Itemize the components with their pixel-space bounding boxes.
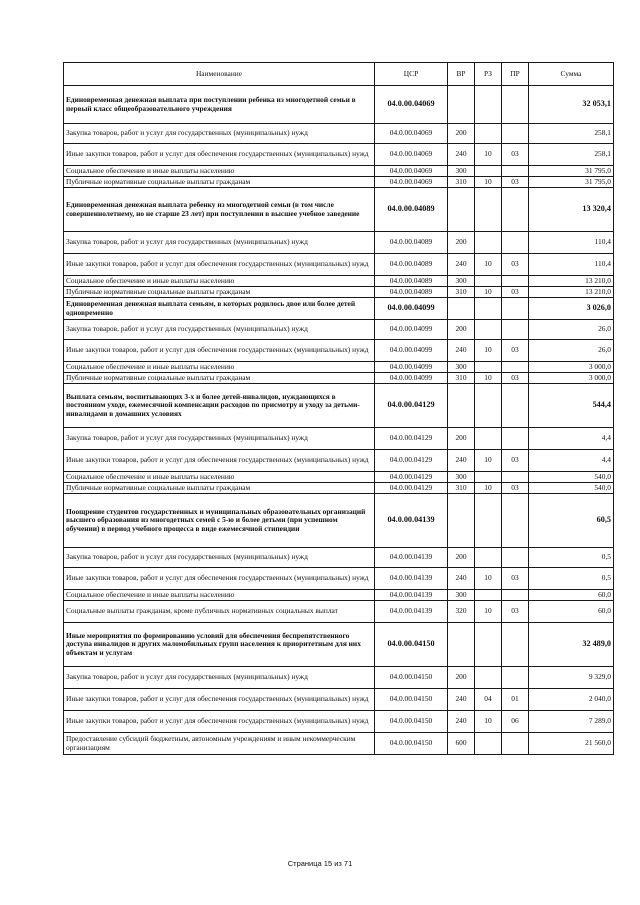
table-cell-pr: 03 bbox=[502, 287, 529, 298]
table-row-program bbox=[64, 384, 614, 428]
table-cell-vr: 200 bbox=[448, 232, 475, 254]
table-cell-sum: 60,0 bbox=[529, 590, 614, 601]
table-cell-pr: 03 bbox=[502, 177, 529, 188]
table-cell-name: Публичные нормативные социальные выплаты гражданам bbox=[64, 373, 375, 384]
header-csr: ЦСР bbox=[375, 63, 448, 86]
table-row bbox=[64, 276, 614, 287]
table-row bbox=[64, 548, 614, 568]
table-cell-rz bbox=[475, 428, 502, 450]
table-cell-name: Закупка товаров, работ и услуг для государственных (муниципальных) нужд bbox=[64, 428, 375, 450]
table-cell-csr: 04.0.00.04089 bbox=[375, 188, 448, 232]
table-cell-rz bbox=[475, 124, 502, 144]
table-cell-name: Публичные нормативные социальные выплаты гражданам bbox=[64, 483, 375, 494]
table-cell-rz: 10 bbox=[475, 483, 502, 494]
table-row bbox=[64, 287, 614, 298]
table-cell-csr: 04.0.00.04099 bbox=[375, 373, 448, 384]
table-cell-pr: 03 bbox=[502, 144, 529, 166]
table-cell-sum: 31 795,0 bbox=[529, 166, 614, 177]
table-cell-csr: 04.0.00.04099 bbox=[375, 298, 448, 320]
table-header-row bbox=[64, 63, 614, 86]
table-cell-csr: 04.0.00.04139 bbox=[375, 494, 448, 548]
table-cell-name: Социальные выплаты гражданам, кроме публичных нормативных социальных выплат bbox=[64, 601, 375, 623]
table-cell-pr: 03 bbox=[502, 483, 529, 494]
table-row bbox=[64, 711, 614, 733]
table-row bbox=[64, 590, 614, 601]
table-cell-pr bbox=[502, 428, 529, 450]
table-cell-name: Поощрение студентов государственных и муниципальных образовательных организаций высшего образования из многодетных семей с 5-ю и более детьми (при успешном обучении) в период учебного процесса в виде ежемесячной стипендии bbox=[64, 494, 375, 548]
table-cell-sum: 60,5 bbox=[529, 494, 614, 548]
table-cell-rz bbox=[475, 320, 502, 340]
table-cell-name: Иные закупки товаров, работ и услуг для обеспечения государственных (муниципальных) нужд bbox=[64, 144, 375, 166]
table-row-program bbox=[64, 623, 614, 667]
table-cell-sum: 60,0 bbox=[529, 601, 614, 623]
table-cell-name: Публичные нормативные социальные выплаты гражданам bbox=[64, 287, 375, 298]
table-cell-sum: 110,4 bbox=[529, 254, 614, 276]
table-cell-rz: 10 bbox=[475, 450, 502, 472]
table-cell-csr: 04.0.00.04089 bbox=[375, 232, 448, 254]
table-cell-vr: 320 bbox=[448, 601, 475, 623]
table-cell-vr: 240 bbox=[448, 450, 475, 472]
table-cell-name: Иные закупки товаров, работ и услуг для обеспечения государственных (муниципальных) нужд bbox=[64, 711, 375, 733]
header-pr: ПР bbox=[502, 63, 529, 86]
table-cell-rz: 10 bbox=[475, 177, 502, 188]
table-row bbox=[64, 428, 614, 450]
table-cell-name: Закупка товаров, работ и услуг для государственных (муниципальных) нужд bbox=[64, 548, 375, 568]
table-cell-name: Иные закупки товаров, работ и услуг для обеспечения государственных (муниципальных) нужд bbox=[64, 568, 375, 590]
table-cell-vr bbox=[448, 298, 475, 320]
table-cell-vr: 200 bbox=[448, 124, 475, 144]
table-cell-csr: 04.0.00.04129 bbox=[375, 384, 448, 428]
table-cell-pr bbox=[502, 384, 529, 428]
table-cell-name: Единовременная денежная выплата при поступлении ребенка из многодетной семьи в первый класс общеобразовательного учреждения bbox=[64, 86, 375, 124]
table-cell-rz bbox=[475, 733, 502, 755]
table-cell-csr: 04.0.00.04139 bbox=[375, 548, 448, 568]
table-cell-csr: 04.0.00.04129 bbox=[375, 450, 448, 472]
table-cell-name: Иные закупки товаров, работ и услуг для обеспечения государственных (муниципальных) нужд bbox=[64, 450, 375, 472]
table-cell-sum: 110,4 bbox=[529, 232, 614, 254]
table-cell-sum: 3 000,0 bbox=[529, 373, 614, 384]
table-cell-name: Закупка товаров, работ и услуг для государственных (муниципальных) нужд bbox=[64, 124, 375, 144]
table-cell-csr: 04.0.00.04099 bbox=[375, 362, 448, 373]
table-cell-pr: 03 bbox=[502, 601, 529, 623]
table-cell-rz bbox=[475, 590, 502, 601]
table-cell-pr: 03 bbox=[502, 450, 529, 472]
table-cell-sum: 3 000,0 bbox=[529, 362, 614, 373]
table-cell-vr: 240 bbox=[448, 254, 475, 276]
table-cell-csr: 04.0.00.04129 bbox=[375, 428, 448, 450]
table-cell-csr: 04.0.00.04150 bbox=[375, 689, 448, 711]
table-cell-rz bbox=[475, 548, 502, 568]
table-cell-sum: 26,0 bbox=[529, 340, 614, 362]
table-cell-vr: 240 bbox=[448, 689, 475, 711]
table-cell-rz bbox=[475, 362, 502, 373]
table-row bbox=[64, 166, 614, 177]
table-cell-rz bbox=[475, 667, 502, 689]
table-cell-vr: 240 bbox=[448, 144, 475, 166]
table-cell-pr bbox=[502, 590, 529, 601]
table-row bbox=[64, 254, 614, 276]
table-cell-rz bbox=[475, 232, 502, 254]
table-cell-rz: 10 bbox=[475, 601, 502, 623]
table-cell-rz bbox=[475, 86, 502, 124]
table-cell-vr bbox=[448, 623, 475, 667]
table-cell-rz bbox=[475, 494, 502, 548]
table-cell-csr: 04.0.00.04099 bbox=[375, 340, 448, 362]
table-cell-name: Иные закупки товаров, работ и услуг для обеспечения государственных (муниципальных) нужд bbox=[64, 340, 375, 362]
table-row-program bbox=[64, 494, 614, 548]
table-cell-sum: 26,0 bbox=[529, 320, 614, 340]
page-number: Страница 15 из 71 bbox=[287, 859, 353, 868]
table-cell-vr: 200 bbox=[448, 428, 475, 450]
table-cell-pr bbox=[502, 298, 529, 320]
table-cell-csr: 04.0.00.04150 bbox=[375, 667, 448, 689]
table-cell-name: Закупка товаров, работ и услуг для государственных (муниципальных) нужд bbox=[64, 667, 375, 689]
table-row bbox=[64, 373, 614, 384]
table-cell-name: Единовременная денежная выплата семьям, в которых родилось двое или более детей одновременно bbox=[64, 298, 375, 320]
table-cell-vr: 310 bbox=[448, 287, 475, 298]
table-cell-sum: 0,5 bbox=[529, 548, 614, 568]
table-row bbox=[64, 483, 614, 494]
table-cell-csr: 04.0.00.04150 bbox=[375, 711, 448, 733]
header-vr: ВР bbox=[448, 63, 475, 86]
table-cell-sum: 2 040,0 bbox=[529, 689, 614, 711]
table-cell-pr bbox=[502, 548, 529, 568]
table-cell-csr: 04.0.00.04139 bbox=[375, 568, 448, 590]
table-cell-name: Социальное обеспечение и иные выплаты населению bbox=[64, 362, 375, 373]
table-row bbox=[64, 232, 614, 254]
table-cell-csr: 04.0.00.04069 bbox=[375, 144, 448, 166]
table-cell-vr: 200 bbox=[448, 320, 475, 340]
table-cell-pr: 01 bbox=[502, 689, 529, 711]
table-cell-vr: 300 bbox=[448, 590, 475, 601]
table-cell-pr bbox=[502, 166, 529, 177]
table-cell-name: Публичные нормативные социальные выплаты гражданам bbox=[64, 177, 375, 188]
table-cell-csr: 04.0.00.04089 bbox=[375, 287, 448, 298]
table-cell-pr bbox=[502, 124, 529, 144]
table-cell-pr: 03 bbox=[502, 568, 529, 590]
table-cell-name: Социальное обеспечение и иные выплаты населению bbox=[64, 166, 375, 177]
table-cell-pr bbox=[502, 494, 529, 548]
table-cell-vr: 240 bbox=[448, 711, 475, 733]
table-cell-sum: 13 320,4 bbox=[529, 188, 614, 232]
table-cell-sum: 0,5 bbox=[529, 568, 614, 590]
table-cell-sum: 32 053,1 bbox=[529, 86, 614, 124]
table-row bbox=[64, 601, 614, 623]
table-cell-vr: 300 bbox=[448, 276, 475, 287]
table-row-program bbox=[64, 298, 614, 320]
table-row bbox=[64, 320, 614, 340]
table-cell-csr: 04.0.00.04089 bbox=[375, 276, 448, 287]
table-row bbox=[64, 472, 614, 483]
table-cell-sum: 21 560,0 bbox=[529, 733, 614, 755]
table-cell-pr bbox=[502, 86, 529, 124]
table-cell-rz: 10 bbox=[475, 144, 502, 166]
table-row bbox=[64, 340, 614, 362]
table-cell-sum: 31 795,0 bbox=[529, 177, 614, 188]
header-sum: Сумма bbox=[529, 63, 614, 86]
table-cell-rz: 10 bbox=[475, 711, 502, 733]
table-cell-pr: 03 bbox=[502, 373, 529, 384]
table-row bbox=[64, 177, 614, 188]
table-cell-vr: 310 bbox=[448, 177, 475, 188]
table-cell-sum: 258,1 bbox=[529, 144, 614, 166]
table-cell-pr bbox=[502, 623, 529, 667]
table-body bbox=[64, 86, 614, 755]
table-cell-sum: 540,0 bbox=[529, 483, 614, 494]
table-cell-csr: 04.0.00.04150 bbox=[375, 623, 448, 667]
table-row bbox=[64, 689, 614, 711]
table-cell-pr: 03 bbox=[502, 340, 529, 362]
table-cell-rz bbox=[475, 384, 502, 428]
table-cell-name: Иные мероприятия по формированию условий для обеспечения беспрепятственного доступа инвалидов и других маломобильных групп населения к приоритетным для них объектам и услугам bbox=[64, 623, 375, 667]
table-cell-rz: 10 bbox=[475, 373, 502, 384]
table-cell-csr: 04.0.00.04069 bbox=[375, 166, 448, 177]
table-row-program bbox=[64, 86, 614, 124]
table-cell-pr bbox=[502, 320, 529, 340]
table-cell-name: Закупка товаров, работ и услуг для государственных (муниципальных) нужд bbox=[64, 232, 375, 254]
table-cell-csr: 04.0.00.04069 bbox=[375, 124, 448, 144]
table-row bbox=[64, 568, 614, 590]
table-cell-rz bbox=[475, 166, 502, 177]
table-cell-csr: 04.0.00.04129 bbox=[375, 483, 448, 494]
table-cell-vr: 240 bbox=[448, 340, 475, 362]
table-cell-name: Иные закупки товаров, работ и услуг для обеспечения государственных (муниципальных) нужд bbox=[64, 689, 375, 711]
table-cell-pr bbox=[502, 733, 529, 755]
table-cell-pr bbox=[502, 232, 529, 254]
table-cell-pr bbox=[502, 362, 529, 373]
table-cell-pr bbox=[502, 667, 529, 689]
table-cell-rz: 10 bbox=[475, 568, 502, 590]
table-cell-pr bbox=[502, 276, 529, 287]
table-cell-name: Закупка товаров, работ и услуг для государственных (муниципальных) нужд bbox=[64, 320, 375, 340]
table-cell-vr: 600 bbox=[448, 733, 475, 755]
table-cell-pr: 06 bbox=[502, 711, 529, 733]
table-cell-sum: 13 210,0 bbox=[529, 287, 614, 298]
table-cell-vr: 310 bbox=[448, 483, 475, 494]
table-cell-vr: 300 bbox=[448, 166, 475, 177]
table-cell-rz bbox=[475, 623, 502, 667]
table-cell-rz bbox=[475, 298, 502, 320]
table-cell-vr: 240 bbox=[448, 568, 475, 590]
table-cell-sum: 3 026,0 bbox=[529, 298, 614, 320]
table-cell-vr: 300 bbox=[448, 362, 475, 373]
budget-table bbox=[63, 62, 614, 755]
table-cell-name: Социальное обеспечение и иные выплаты населению bbox=[64, 590, 375, 601]
table-cell-sum: 4,4 bbox=[529, 428, 614, 450]
table-cell-name: Единовременная денежная выплата ребенку из многодетной семьи (в том числе совершеннолетнему, но не старше 23 лет) при поступлении в высшее учебное заведение bbox=[64, 188, 375, 232]
table-cell-vr: 200 bbox=[448, 548, 475, 568]
table-cell-rz bbox=[475, 472, 502, 483]
table-cell-vr: 310 bbox=[448, 373, 475, 384]
table-cell-csr: 04.0.00.04139 bbox=[375, 601, 448, 623]
table-cell-vr: 200 bbox=[448, 667, 475, 689]
table-cell-name: Социальное обеспечение и иные выплаты населению bbox=[64, 276, 375, 287]
table-cell-sum: 13 210,0 bbox=[529, 276, 614, 287]
table-cell-csr: 04.0.00.04099 bbox=[375, 320, 448, 340]
table-cell-rz: 10 bbox=[475, 340, 502, 362]
table-cell-vr bbox=[448, 384, 475, 428]
table-row bbox=[64, 362, 614, 373]
table-cell-sum: 540,0 bbox=[529, 472, 614, 483]
table-cell-csr: 04.0.00.04150 bbox=[375, 733, 448, 755]
table-cell-sum: 9 329,0 bbox=[529, 667, 614, 689]
table-cell-vr: 300 bbox=[448, 472, 475, 483]
table-cell-name: Выплата семьям, воспитывающих 3-х и более детей-инвалидов, нуждающихся в постоянном уходе, ежемесячной компенсации расходов по присмотру и уходу за детьми-инвалидами в домашних условиях bbox=[64, 384, 375, 428]
table-cell-sum: 7 289,0 bbox=[529, 711, 614, 733]
table-cell-rz: 10 bbox=[475, 287, 502, 298]
table-cell-name: Социальное обеспечение и иные выплаты населению bbox=[64, 472, 375, 483]
header-rz: РЗ bbox=[475, 63, 502, 86]
table-cell-csr: 04.0.00.04089 bbox=[375, 254, 448, 276]
table-row bbox=[64, 450, 614, 472]
table-cell-pr bbox=[502, 472, 529, 483]
table-cell-sum: 4,4 bbox=[529, 450, 614, 472]
table-cell-vr bbox=[448, 494, 475, 548]
table-cell-pr bbox=[502, 188, 529, 232]
table-cell-name: Предоставление субсидий бюджетным, автономным учреждениям и иным некоммерческим организациям bbox=[64, 733, 375, 755]
table-cell-pr: 03 bbox=[502, 254, 529, 276]
table-cell-vr bbox=[448, 86, 475, 124]
table-cell-rz bbox=[475, 188, 502, 232]
table-cell-rz: 10 bbox=[475, 254, 502, 276]
table-cell-vr bbox=[448, 188, 475, 232]
table-cell-csr: 04.0.00.04069 bbox=[375, 177, 448, 188]
table-cell-csr: 04.0.00.04069 bbox=[375, 86, 448, 124]
header-name: Наименование bbox=[64, 63, 375, 86]
table-cell-sum: 32 489,0 bbox=[529, 623, 614, 667]
table-cell-csr: 04.0.00.04129 bbox=[375, 472, 448, 483]
table-row bbox=[64, 733, 614, 755]
table-row bbox=[64, 667, 614, 689]
table-cell-name: Иные закупки товаров, работ и услуг для обеспечения государственных (муниципальных) нужд bbox=[64, 254, 375, 276]
table-row bbox=[64, 144, 614, 166]
table-cell-rz bbox=[475, 276, 502, 287]
table-cell-sum: 258,1 bbox=[529, 124, 614, 144]
table-cell-sum: 544,4 bbox=[529, 384, 614, 428]
table-row bbox=[64, 124, 614, 144]
table-cell-csr: 04.0.00.04139 bbox=[375, 590, 448, 601]
table-cell-rz: 04 bbox=[475, 689, 502, 711]
table-row-program bbox=[64, 188, 614, 232]
